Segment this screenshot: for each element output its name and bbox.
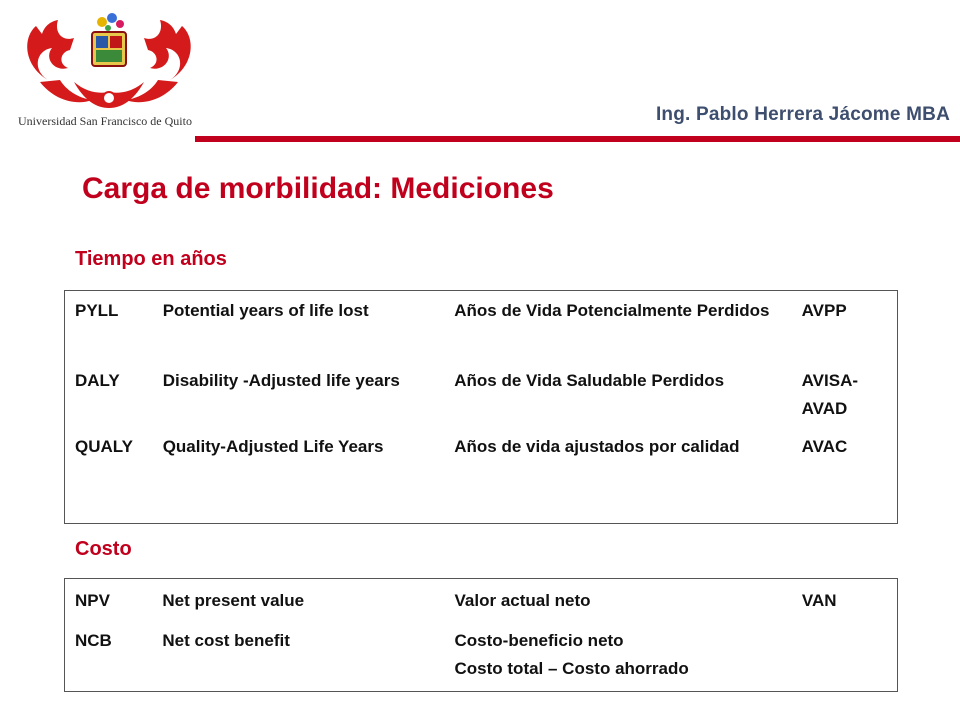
table-cell: Disability -Adjusted life years [155, 359, 447, 427]
table-cell: NCB [65, 621, 155, 692]
table-cell: Años de vida ajustados por calidad [446, 427, 793, 524]
cell-line: Costo total – Costo ahorrado [454, 659, 689, 678]
table-cell: VAN [794, 579, 898, 622]
costo-table [64, 578, 898, 692]
cell-line: Costo-beneficio neto [454, 631, 624, 650]
table-cell: Quality-Adjusted Life Years [155, 427, 447, 524]
table-cell: Net cost benefit [154, 621, 446, 692]
table-cell: Potential years of life lost [155, 291, 447, 360]
table-cell: Años de Vida Saludable Perdidos [446, 359, 793, 427]
table-cell: Valor actual neto [447, 579, 794, 622]
table-row [65, 291, 898, 360]
section-title-costo: Costo [75, 538, 132, 560]
table-cell: NPV [65, 579, 155, 622]
table-cell: AVPP [794, 291, 898, 360]
table-cell: PYLL [65, 291, 155, 360]
table-cell: Net present value [154, 579, 446, 622]
author-name: Ing. Pablo Herrera Jácome MBA [655, 104, 950, 125]
table-row [65, 579, 898, 622]
page-title: Carga de morbilidad: Mediciones [82, 172, 554, 205]
table-cell: QUALY [65, 427, 155, 524]
table-row [65, 359, 898, 427]
table-cell: DALY [65, 359, 155, 427]
table-cell: AVISA-AVAD [794, 359, 898, 427]
table-cell [794, 621, 898, 692]
table-row [65, 427, 898, 524]
table-row [65, 621, 898, 692]
university-name: Universidad San Francisco de Quito [18, 114, 192, 128]
table-cell: AVAC [794, 427, 898, 524]
section-title-tiempo: Tiempo en años [75, 248, 227, 270]
table-cell [447, 621, 794, 692]
header-divider [195, 136, 960, 142]
table-cell: Años de Vida Potencialmente Perdidos [446, 291, 793, 360]
tiempo-table [64, 290, 898, 524]
